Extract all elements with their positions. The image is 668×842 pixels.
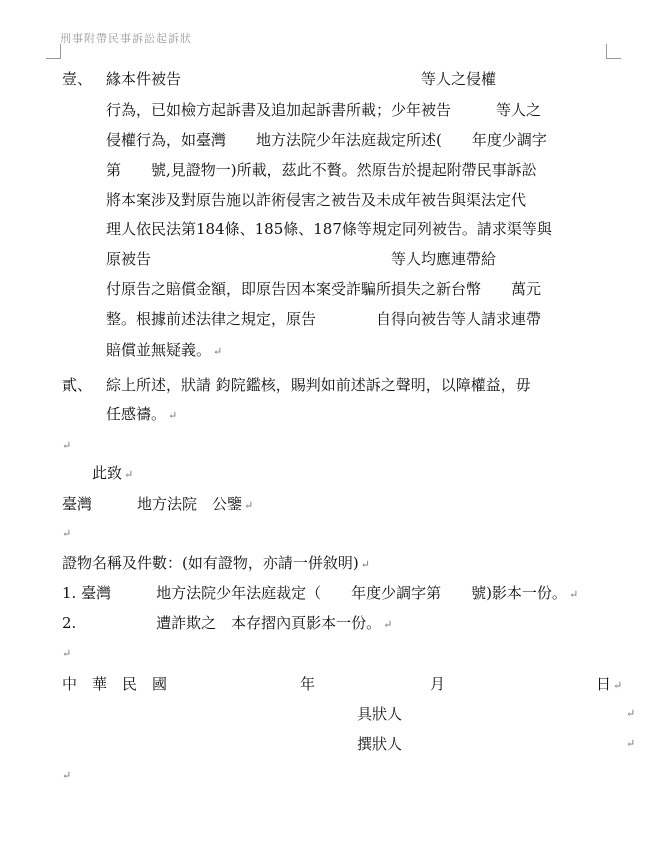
paragraph-mark: ↵ — [62, 527, 72, 540]
section-2-line-text: 任感禱。 — [106, 405, 167, 423]
section-2-number: 貳、 — [62, 376, 93, 394]
margin-corner-mark — [46, 44, 61, 59]
paragraph-mark: ↵ — [626, 707, 636, 720]
paragraph-mark: ↵ — [626, 737, 636, 750]
signer-plaintiff: 具狀人 — [357, 705, 403, 723]
section-2-line: 綜上所述，狀請 鈞院鑑核，賜判如前述訴之聲明，以障權益，毋 — [106, 376, 531, 394]
paragraph-mark: ↵ — [360, 558, 370, 571]
evidence-item-1 — [62, 584, 578, 604]
evidence-item-text: 1. 臺灣 地方法院少年法庭裁定（ 年度少調字第 號)影本一份。 — [62, 584, 567, 602]
section-1-line: 理人依民法第184條、185條、187條等規定同列被告。請求渠等與 — [106, 220, 552, 238]
section-1-line: 第 號,見證物一)所載，茲此不贅。然原告於提起附帶民事訴訟 — [106, 161, 537, 179]
section-1-line: 將本案涉及對原告施以詐術侵害之被告及未成年被告與渠法定代 — [106, 191, 527, 209]
signer-drafter: 撰狀人 — [357, 735, 403, 753]
section-1-line: 原被告 等人均應連帶給 — [106, 250, 497, 268]
section-1-line: 整。根據前述法律之規定，原告 自得向被告等人請求連帶 — [106, 310, 542, 328]
date-month: 月 — [430, 675, 446, 693]
evidence-item-2 — [62, 614, 392, 634]
date-year: 年 — [300, 675, 316, 693]
section-1-line: 行為，已如檢方起訴書及追加起訴書所載；少年被告 等人之 — [106, 101, 542, 119]
date-day-text: 日 — [596, 675, 612, 693]
section-1-number: 壹、 — [62, 70, 93, 88]
paragraph-mark: ↵ — [613, 679, 623, 692]
evidence-heading-text: 證物名稱及件數：(如有證物，亦請一併敘明) — [62, 554, 359, 572]
margin-corner-mark — [606, 44, 621, 59]
paragraph-mark: ↵ — [383, 618, 393, 631]
salutation — [92, 464, 133, 484]
section-1-line-text: 賠償並無疑義。 — [106, 341, 212, 359]
paragraph-mark: ↵ — [62, 647, 72, 660]
date-day — [596, 675, 622, 695]
date-era: 中 華 民 國 — [62, 675, 168, 693]
evidence-item-text: 2. 遭詐欺之 本存摺內頁影本一份。 — [62, 614, 382, 632]
paragraph-mark: ↵ — [62, 439, 72, 452]
paragraph-mark: ↵ — [62, 769, 72, 782]
paragraph-mark: ↵ — [244, 499, 254, 512]
section-1-line: 緣本件被告 等人之侵權 — [106, 70, 497, 88]
section-1-last-line — [106, 341, 222, 361]
paragraph-mark: ↵ — [168, 409, 178, 422]
section-1-line: 付原告之賠償金額，即原告因本案受詐騙所損失之新台幣 萬元 — [106, 280, 542, 298]
paragraph-mark: ↵ — [213, 345, 223, 358]
document-header: 刑事附帶民事訴訟起訴狀 — [60, 32, 192, 45]
salutation-text: 此致 — [92, 464, 123, 482]
section-2-last-line — [106, 405, 177, 425]
court-recipient — [62, 495, 253, 515]
court-recipient-text: 臺灣 地方法院 公鑒 — [62, 495, 243, 513]
section-1-line: 侵權行為，如臺灣 地方法院少年法庭裁定所述( 年度少調字 — [106, 131, 547, 149]
paragraph-mark: ↵ — [568, 588, 579, 601]
evidence-heading — [62, 554, 370, 574]
paragraph-mark: ↵ — [124, 468, 134, 481]
